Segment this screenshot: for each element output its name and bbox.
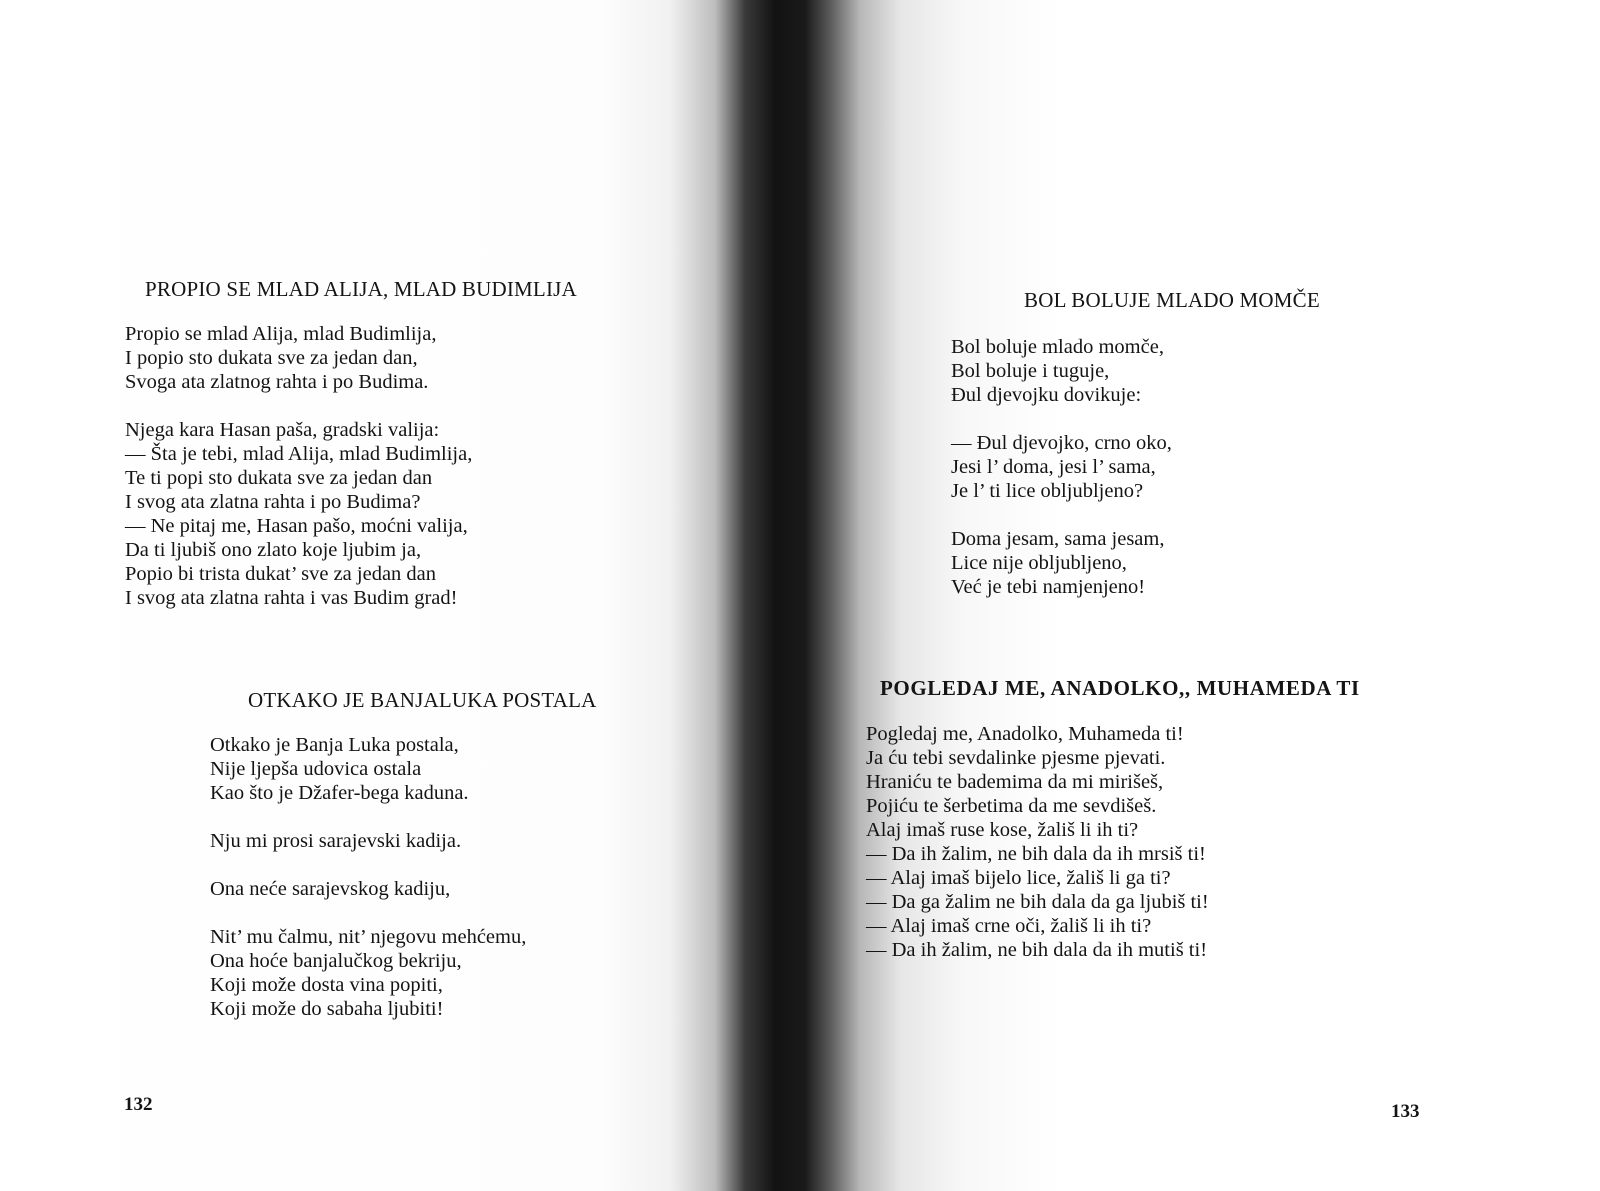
stanza-break xyxy=(210,901,526,925)
verse-line: Da ti ljubiš ono zlato koje ljubim ja, xyxy=(125,539,422,561)
poem-body-pogledaj-me-anadolko xyxy=(866,722,1209,962)
verse-line: — Ne pitaj me, Hasan pašo, moćni valija, xyxy=(125,515,468,537)
verse-line: Đul djevojku dovikuje: xyxy=(951,384,1142,406)
stanza-break xyxy=(951,503,1172,527)
verse-line: Nju mi prosi sarajevski kadija. xyxy=(210,830,462,852)
page-number-right: 133 xyxy=(1391,1101,1420,1122)
stanza-break xyxy=(951,407,1172,431)
verse-line: Te ti popi sto dukata sve za jedan dan xyxy=(125,467,433,489)
verse-line: Njega kara Hasan paša, gradski valija: xyxy=(125,419,440,441)
verse-line: Propio se mlad Alija, mlad Budimlija, xyxy=(125,323,437,345)
page-number-left: 132 xyxy=(124,1094,153,1115)
verse-line: Otkako je Banja Luka postala, xyxy=(210,734,459,756)
verse-line: Ona hoće banjalučkog bekriju, xyxy=(210,950,462,972)
verse-line: — Da ih žalim, ne bih dala da ih mrsiš ti! xyxy=(866,843,1206,865)
poem-body-otkako-je-banjaluka-postala xyxy=(210,733,526,1021)
verse-line: Koji može do sabaha ljubiti! xyxy=(210,998,444,1020)
verse-line: Lice nije obljubljeno, xyxy=(951,552,1127,574)
verse-line: Pojiću te šerbetima da me sevdišeš. xyxy=(866,795,1157,817)
right-page xyxy=(840,0,1600,1191)
verse-line: Već je tebi namjenjeno! xyxy=(951,576,1146,598)
verse-line: Doma jesam, sama jesam, xyxy=(951,528,1165,550)
verse-line: Ja ću tebi sevdalinke pjesme pjevati. xyxy=(866,747,1166,769)
verse-line: Nije ljepša udovica ostala xyxy=(210,758,422,780)
verse-line: Koji može dosta vina popiti, xyxy=(210,974,443,996)
left-page xyxy=(0,0,740,1191)
poem-body-bol-boluje-mlado-momce xyxy=(951,335,1172,599)
verse-line: — Da ih žalim, ne bih dala da ih mutiš ti! xyxy=(866,939,1208,961)
verse-line: Alaj imaš ruse kose, žališ li ih ti? xyxy=(866,819,1139,841)
stanza-break xyxy=(210,805,526,829)
verse-line: — Da ga žalim ne bih dala da ga ljubiš ti! xyxy=(866,891,1209,913)
verse-line: Bol boluje mlado momče, xyxy=(951,336,1164,358)
verse-line: I svog ata zlatna rahta i po Budima? xyxy=(125,491,421,513)
verse-line: Hraniću te bademima da mi mirišeš, xyxy=(866,771,1164,793)
verse-line: Ona neće sarajevskog kadiju, xyxy=(210,878,451,900)
verse-line: Bol boluje i tuguje, xyxy=(951,360,1110,382)
poem-title-otkako-je-banjaluka-postala: OTKAKO JE BANJALUKA POSTALA xyxy=(248,688,597,712)
verse-line: Je l’ ti lice obljubljeno? xyxy=(951,480,1144,502)
verse-line: Pogledaj me, Anadolko, Muhameda ti! xyxy=(866,723,1184,745)
poem-title-propio-se-mlad-alija: PROPIO SE MLAD ALIJA, MLAD BUDIMLIJA xyxy=(145,277,577,301)
poem-body-propio-se-mlad-alija xyxy=(125,322,472,610)
verse-line: I popio sto dukata sve za jedan dan, xyxy=(125,347,418,369)
verse-line: — Đul djevojko, crno oko, xyxy=(951,432,1172,454)
stanza-break xyxy=(210,853,526,877)
poem-title-bol-boluje-mlado-momce: BOL BOLUJE MLADO MOMČE xyxy=(1024,288,1320,312)
verse-line: — Šta je tebi, mlad Alija, mlad Budimlija, xyxy=(125,443,473,465)
verse-line: — Alaj imaš bijelo lice, žališ li ga ti? xyxy=(866,867,1171,889)
verse-line: Kao što je Džafer-bega kaduna. xyxy=(210,782,469,804)
verse-line: Popio bi trista dukat’ sve za jedan dan xyxy=(125,563,437,585)
poem-title-pogledaj-me-anadolko: POGLEDAJ ME, ANADOLKO,, MUHAMEDA TI xyxy=(880,676,1360,700)
verse-line: — Alaj imaš crne oči, žališ li ih ti? xyxy=(866,915,1152,937)
stanza-break xyxy=(125,394,472,418)
verse-line: Svoga ata zlatnog rahta i po Budima. xyxy=(125,371,429,393)
verse-line: I svog ata zlatna rahta i vas Budim grad! xyxy=(125,587,458,609)
verse-line: Jesi l’ doma, jesi l’ sama, xyxy=(951,456,1156,478)
verse-line: Nit’ mu čalmu, nit’ njegovu mehćemu, xyxy=(210,926,527,948)
